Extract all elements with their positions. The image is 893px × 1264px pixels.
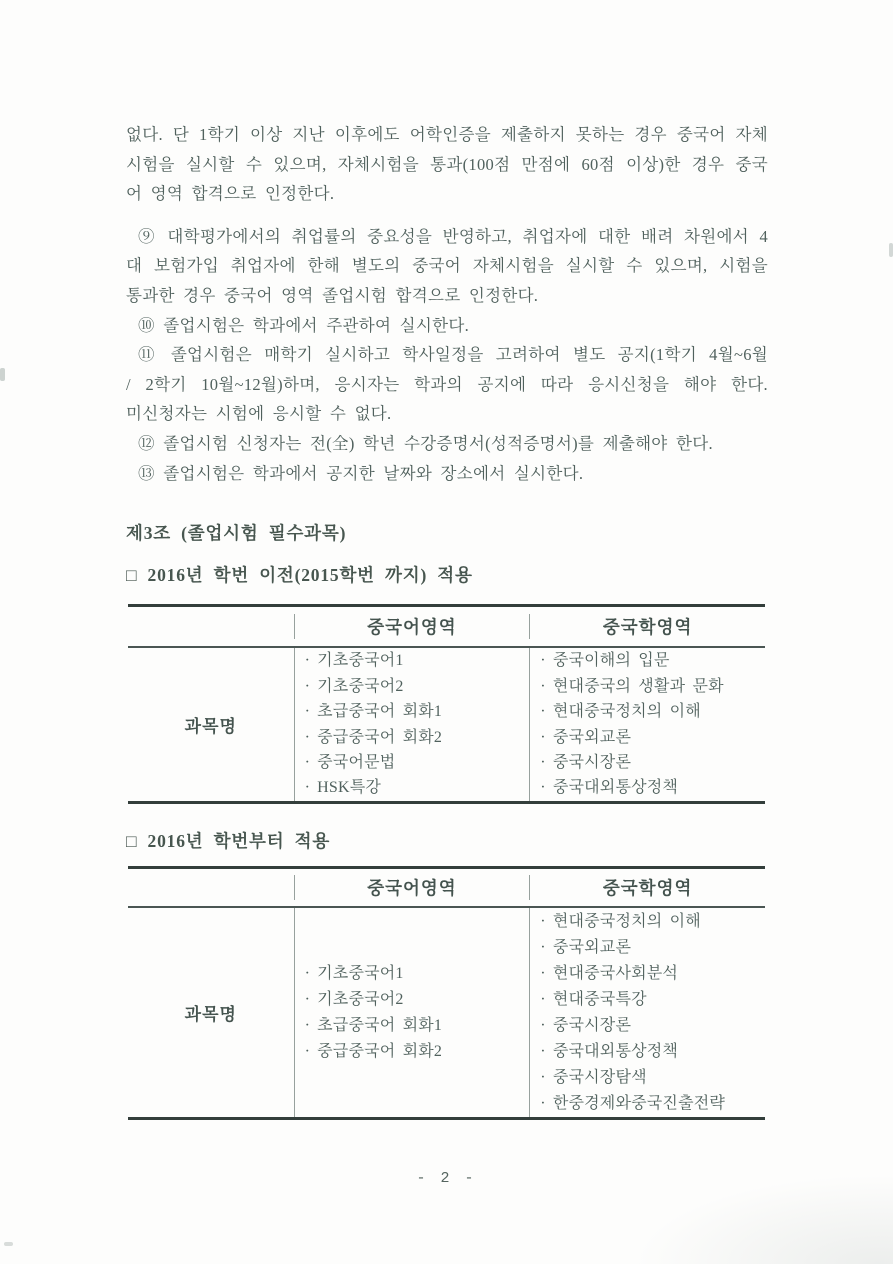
course-item: · 현대중국정치의 이해 (540, 909, 765, 935)
table-header-row (128, 607, 765, 648)
subsection-title-from2016: □ 2016년 학번부터 적용 (126, 831, 331, 851)
body-line: ⑬ 졸업시험은 학과에서 공지한 날짜와 장소에서 실시한다. (138, 463, 584, 483)
chinese-studies-course-list (529, 908, 765, 1117)
course-item: · 현대중국특강 (540, 987, 765, 1013)
body-line: 통과한 경우 중국어 영역 졸업시험 합격으로 인정한다. (126, 285, 539, 305)
body-paragraphs (126, 120, 768, 488)
row-header-subject-names: 과목명 (184, 1005, 237, 1024)
course-table-from2016 (128, 866, 765, 1120)
course-item: · 중국이해의 입문 (540, 648, 765, 673)
scan-artifact (4, 1242, 13, 1246)
course-item: · 초급중국어 회화1 (305, 1013, 530, 1039)
table-header-row (128, 869, 765, 908)
subsection-title-pre2016: □ 2016년 학번 이전(2015학번 까지) 적용 (126, 565, 473, 585)
table-body-row (128, 908, 765, 1117)
course-item: · 현대중국정치의 이해 (540, 699, 765, 724)
chinese-studies-course-list (529, 648, 765, 801)
course-item: · 기초중국어2 (305, 987, 530, 1013)
body-line: 없다. 단 1학기 이상 지난 이후에도 어학인증을 제출하지 못하는 경우 중국어 자체 (126, 125, 768, 144)
course-item: · 중국대외통상정책 (540, 775, 765, 800)
course-item: · 현대중국사회분석 (540, 961, 765, 987)
body-line: ⑨ 대학평가에서의 취업률의 중요성을 반영하고, 취업자에 대한 배려 차원에서 4 (138, 226, 768, 246)
course-item: · HSK특강 (305, 775, 530, 800)
body-line: ⑪ 졸업시험은 매학기 실시하고 학사일정을 고려하여 별도 공지(1학기 4월~6월 (138, 345, 768, 365)
body-line: 미신청자는 시험에 응시할 수 없다. (126, 404, 392, 424)
course-item: · 기초중국어1 (305, 961, 530, 987)
table-body-row (128, 648, 765, 801)
course-item: · 중국시장론 (540, 750, 765, 775)
page-number: - 2 - (416, 1170, 477, 1187)
course-item: · 중국외교론 (540, 725, 765, 750)
body-line: / 2학기 10월~12월)하며, 응시자는 학과의 공지에 따라 응시신청을 해야 한다. (126, 374, 768, 394)
body-line: 어 영역 합격으로 인정한다. (126, 184, 335, 204)
course-item: · 중국시장탐색 (540, 1065, 765, 1091)
course-table-pre2016 (128, 604, 765, 804)
chinese-language-course-list (294, 648, 530, 801)
course-item: · 기초중국어2 (305, 674, 530, 699)
course-item: · 현대중국의 생활과 문화 (540, 674, 765, 699)
scan-artifact (0, 368, 5, 381)
course-item: · 중급중국어 회화2 (305, 725, 530, 750)
body-line: 대 보험가입 취업자에 한해 별도의 중국어 자체시험을 실시할 수 있으며, 시험을 (126, 256, 768, 276)
course-item: · 중국대외통상정책 (540, 1039, 765, 1065)
body-line: ⑫ 졸업시험 신청자는 전(全) 학년 수강증명서(성적증명서)를 제출해야 한다. (138, 433, 713, 453)
body-line: 시험을 실시할 수 있으며, 자체시험을 통과(100점 만점에 60점 이상)한 경우 중국 (126, 154, 768, 174)
chinese-language-course-list (294, 908, 530, 1117)
scan-artifact (889, 243, 893, 257)
course-item: · 중국외교론 (540, 935, 765, 961)
course-item: · 중국시장론 (540, 1013, 765, 1039)
course-item: · 초급중국어 회화1 (305, 699, 530, 724)
body-line: ⑩ 졸업시험은 학과에서 주관하여 실시한다. (138, 315, 469, 335)
table-header-chinese-language: 중국어영역 (294, 614, 530, 639)
course-item: · 한중경제와중국진출전략 (540, 1091, 765, 1117)
course-item: · 중국어문법 (305, 750, 530, 775)
course-item: · 기초중국어1 (305, 648, 530, 673)
section-heading: 제3조 (졸업시험 필수과목) (126, 523, 347, 543)
scan-artifact (633, 1174, 893, 1264)
table-header-chinese-studies: 중국학영역 (529, 614, 765, 639)
table-header-chinese-language: 중국어영역 (294, 875, 530, 900)
table-header-chinese-studies: 중국학영역 (529, 875, 765, 900)
row-header-subject-names: 과목명 (184, 717, 237, 736)
course-item: · 중급중국어 회화2 (305, 1039, 530, 1065)
